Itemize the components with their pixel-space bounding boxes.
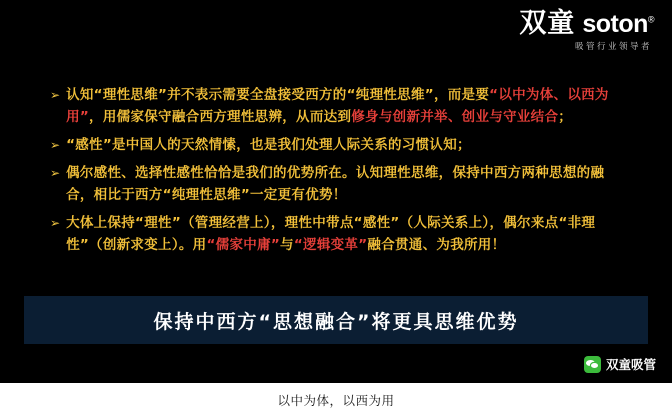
- bullet-segment: ，用儒家保守融合西方理性思辨，从而达到: [89, 109, 352, 125]
- logo-tagline: 吸管行业领导者: [574, 42, 652, 52]
- logo-chinese-text: 双童: [519, 8, 576, 39]
- caption-bar: [0, 383, 672, 417]
- bullet-segment: 融合贯通、为我所用！: [367, 237, 506, 253]
- wechat-icon: [584, 356, 601, 373]
- arrow-bullet-icon: ➢: [50, 216, 61, 230]
- bullet-segment: 认知“理性思维”并不表示需要全盘接受西方的“纯理性思维”，而是要: [66, 87, 490, 103]
- registered-trademark-icon: ®: [647, 14, 654, 25]
- bullet-item: [50, 134, 622, 156]
- bullet-segment-highlight: “以中为体、以西为用”: [66, 87, 609, 125]
- arrow-bullet-icon: ➢: [50, 166, 61, 180]
- slide-header: [0, 0, 672, 62]
- bullet-segment: 与: [280, 237, 294, 253]
- bullet-segment-highlight: “逻辑变革”: [293, 237, 368, 253]
- summary-band: [24, 296, 648, 344]
- caption-text: 以中为体，以西为用: [277, 393, 395, 408]
- bullet-item: [50, 84, 622, 128]
- wechat-account-name: 双童吸管: [605, 357, 656, 372]
- bullet-segment-highlight: 修身与创新并举、创业与守业结合: [351, 109, 559, 125]
- bullet-segment: 大体上保持“理性”（管理经营上），理性中带点“感性”（人际关系上），偶尔来点“非理性”（创新求变上）。用: [66, 215, 596, 253]
- bullet-item: [50, 212, 622, 256]
- logo-latin-text: soton®: [582, 10, 654, 38]
- bullet-text: [66, 134, 471, 156]
- bullet-segment: “感性”是中国人的天然情愫，也是我们处理人际关系的习惯认知；: [66, 137, 471, 153]
- bullet-text: [66, 212, 622, 256]
- arrow-bullet-icon: ➢: [50, 88, 61, 102]
- bullet-segment: ；: [558, 109, 573, 125]
- bullet-text: [66, 84, 622, 128]
- bullet-item: [50, 162, 622, 206]
- content-panel: [24, 62, 648, 294]
- bullet-segment: 偶尔感性、选择性感性恰恰是我们的优势所在。认知理性思维，保持中西方两种思想的融合，相比于西方“纯理性思维”一定更有优势！: [66, 165, 605, 203]
- summary-band-text: 保持中西方“思想融合”将更具思维优势: [153, 310, 519, 333]
- arrow-bullet-icon: ➢: [50, 138, 61, 152]
- brand-logo: [519, 10, 654, 37]
- bullet-text: [66, 162, 622, 206]
- wechat-watermark: [584, 355, 656, 373]
- bullet-segment-highlight: “儒家中庸”: [206, 237, 281, 253]
